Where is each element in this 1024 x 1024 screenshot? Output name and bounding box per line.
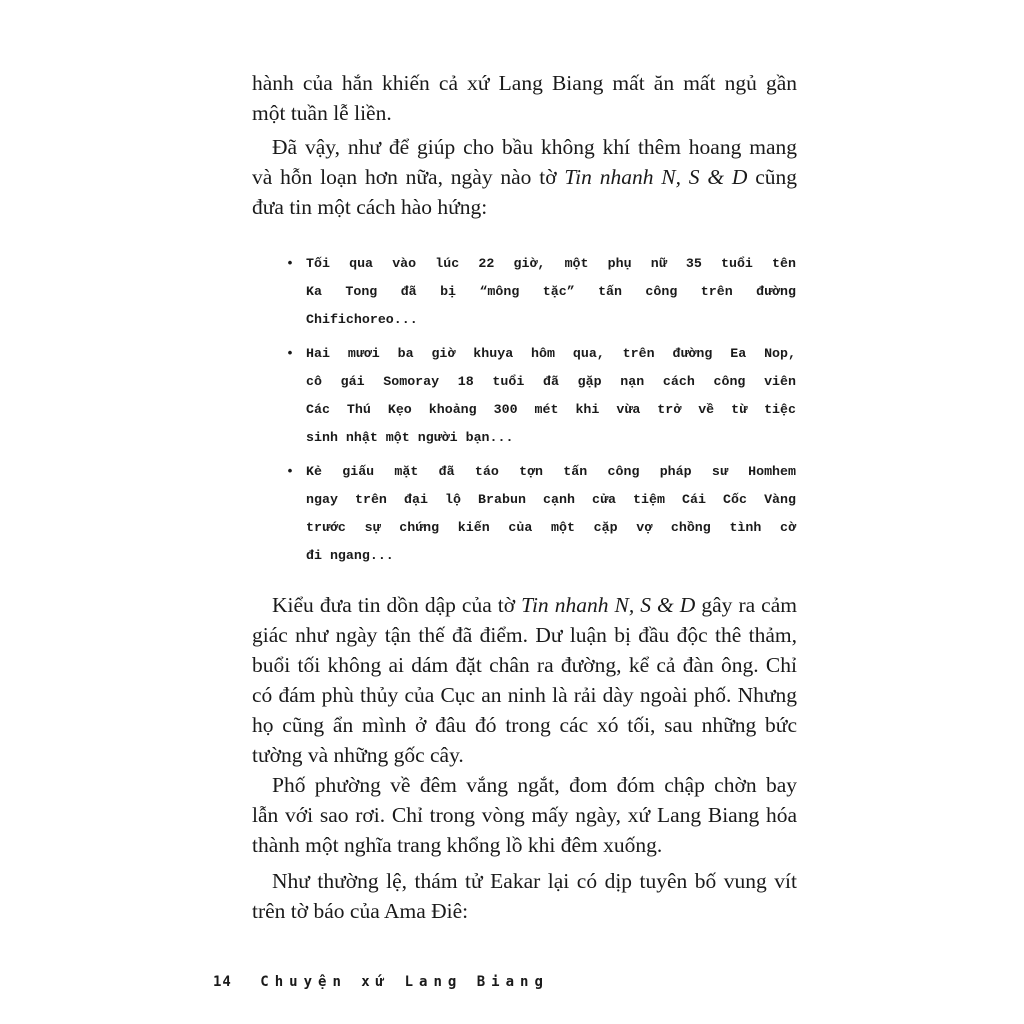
bullet-line: Các Thú Kẹo khoảng 300 mét khi vừa trở về từ tiệc <box>306 402 796 417</box>
text-line: thành một nghĩa trang khổng lồ khi đêm xuống. <box>252 833 663 857</box>
text-line: trên tờ báo của Ama Điê: <box>252 899 469 923</box>
text-line <box>252 590 797 620</box>
bullet-icon: • <box>286 256 294 271</box>
bullet-line: sinh nhật một người bạn... <box>306 430 514 445</box>
text-line: hành của hắn khiến cả xứ Lang Biang mất ăn mất ngủ gần <box>252 71 797 95</box>
text-span: Kiểu đưa tin dồn dập của tờ <box>272 593 522 617</box>
paragraph-continuation <box>252 68 797 128</box>
text-line: có đám phù thủy của Cục an ninh là rải dày ngoài phố. Nhưng <box>252 683 797 707</box>
text-line: tường và những gốc cây. <box>252 743 464 767</box>
page-footer <box>213 974 549 990</box>
text-line: đưa tin một cách hào hứng: <box>252 195 488 219</box>
text-line: buổi tối không ai dám đặt chân ra đường, kể cả đàn ông. Chỉ <box>252 653 797 677</box>
newspaper-title: Tin nhanh N, S & D <box>564 165 748 189</box>
bullet-icon: • <box>286 346 294 361</box>
running-title: Chuyện xứ Lang Biang <box>260 974 549 990</box>
text-line: Phố phường về đêm vắng ngắt, đom đóm chập chờn bay <box>272 773 797 797</box>
paragraph-doomsday <box>252 590 797 770</box>
text-line: Như thường lệ, thám tử Eakar lại có dịp tuyên bố vung vít <box>272 869 797 893</box>
newspaper-title: Tin nhanh N, S & D <box>521 593 696 617</box>
bullet-line: đi ngang... <box>306 548 394 563</box>
bullet-line: ngay trên đại lộ Brabun cạnh cửa tiệm Cái Cốc Vàng <box>306 492 796 507</box>
bullet-line: Hai mươi ba giờ khuya hôm qua, trên đường Ea Nop, <box>306 346 796 361</box>
bullet-line: Kẻ giấu mặt đã táo tợn tấn công pháp sư Homhem <box>306 464 796 479</box>
text-line: một tuần lễ liền. <box>252 101 392 125</box>
paragraph-night-streets <box>252 770 797 860</box>
bullet-icon: • <box>286 464 294 479</box>
bullet-line: cô gái Somoray 18 tuổi đã gặp nạn cách công viên <box>306 374 796 389</box>
text-span: cũng <box>747 165 797 189</box>
bullet-line: Chifichoreo... <box>306 312 418 327</box>
text-line: lẫn với sao rơi. Chỉ trong vòng mấy ngày, xứ Lang Biang hóa <box>252 803 797 827</box>
bullet-line: trước sự chứng kiến của một cặp vợ chồng tình cờ <box>306 520 796 535</box>
news-bullet-item <box>286 458 796 570</box>
text-line: họ cũng ẩn mình ở đâu đó trong các xó tối, sau những bức <box>252 713 797 737</box>
news-bullet-list <box>286 250 796 570</box>
text-line <box>252 162 797 192</box>
paragraph-detective <box>252 866 797 926</box>
paragraph-news-intro <box>252 132 797 222</box>
news-bullet-item <box>286 250 796 334</box>
bullet-line: Tối qua vào lúc 22 giờ, một phụ nữ 35 tuổi tên <box>306 256 796 271</box>
news-bullet-item <box>286 340 796 452</box>
text-line: giác như ngày tận thế đã điểm. Dư luận bị đầu độc thê thảm, <box>252 623 797 647</box>
text-line: Đã vậy, như để giúp cho bầu không khí thêm hoang mang <box>272 135 797 159</box>
text-span: gây ra cảm <box>695 593 797 617</box>
text-span: và hỗn loạn hơn nữa, ngày nào tờ <box>252 165 565 189</box>
bullet-line: Ka Tong đã bị “mông tặc” tấn công trên đường <box>306 284 796 299</box>
page-number: 14 <box>213 974 232 990</box>
